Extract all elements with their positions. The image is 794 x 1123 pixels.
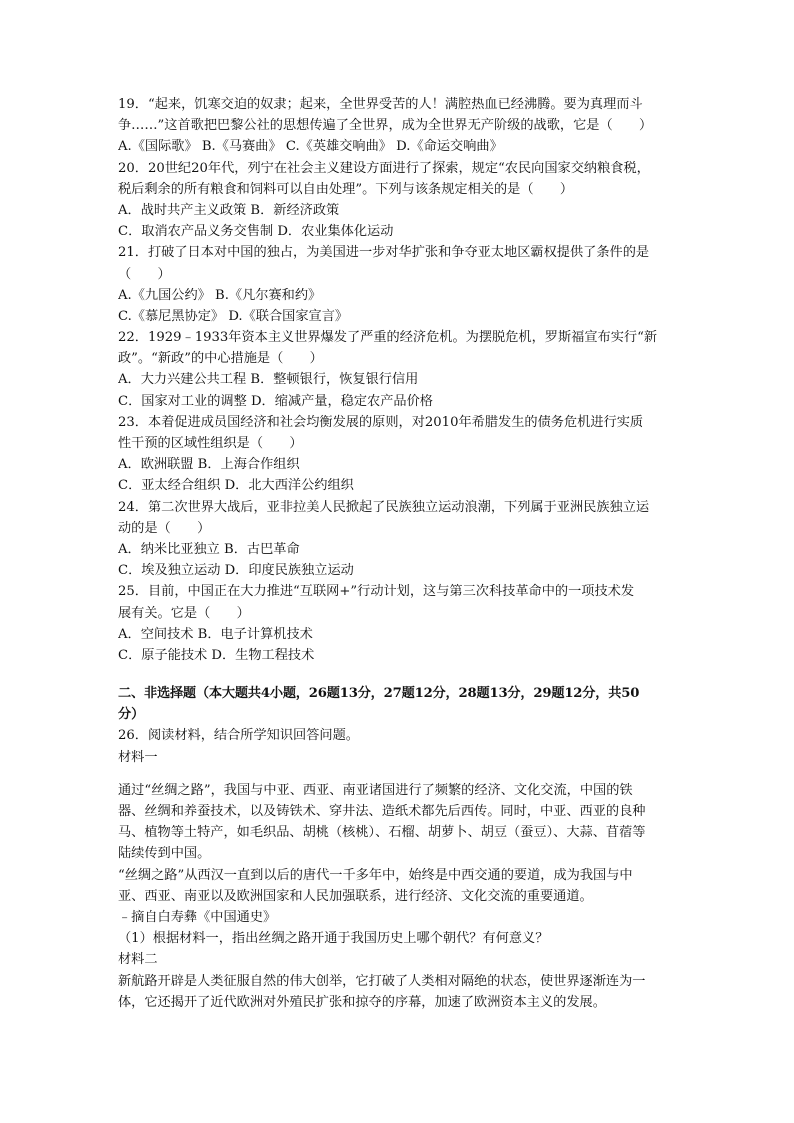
question-19 (118, 94, 684, 158)
question-23-options-ab: A．欧洲联盟 B．上海合作组织 (118, 457, 300, 473)
question-24-line-1: 24．第二次世界大战后，亚非拉美人民掀起了民族独立运动浪潮，下列属于亚洲民族独立运 (118, 499, 650, 515)
material-spacer (118, 768, 684, 780)
question-22-options-cd: C．国家对工业的调整 D．缩减产量，稳定农产品价格 (118, 393, 433, 409)
question-25 (118, 581, 684, 666)
material-2-label: 材料二 (118, 952, 158, 968)
question-24-line-2: 动的是（ ） (118, 520, 211, 536)
material-1-label: 材料一 (118, 749, 158, 765)
section-2-heading-line-1: 二、非选择题（本大题共4小题，26题13分，27题12分，28题13分，29题12分，共50 (118, 686, 640, 702)
section-2-heading-line-2: 分） (118, 707, 145, 723)
question-19-line-1: 19．“起来，饥寒交迫的奴隶；起来，全世界受苦的人！满腔热血已经沸腾。要为真理而斗 (118, 97, 643, 112)
material-1-paragraph-2-line-2: 亚、西亚、南亚以及欧洲国家和人民加强联系，进行经济、文化交流的重要通道。 (118, 888, 593, 904)
question-24-options-cd: C．埃及独立运动 D．印度民族独立运动 (118, 563, 354, 579)
material-2-line-1: 新航路开辟是人类征服自然的伟大创举，它打破了人类相对隔绝的状态，使世界逐渐连为一 (118, 973, 646, 989)
question-25-line-2: 展有关。它是（ ） (118, 605, 250, 621)
question-23-line-1: 23．本着促进成员国经济和社会均衡发展的原则，对2010年希腊发生的债务危机进行实质 (118, 414, 644, 430)
question-20-options-ab: A．战时共产主义政策 B．新经济政策 (118, 202, 340, 218)
question-25-options-ab: A．空间技术 B．电子计算机技术 (118, 626, 313, 642)
question-20-options-cd: C．取消农产品义务交售制 D．农业集体化运动 (118, 224, 394, 240)
question-19-options: A.《国际歌》 B.《马赛曲》 C.《英雄交响曲》 D.《命运交响曲》 (118, 139, 503, 155)
question-20 (118, 158, 684, 243)
question-22 (118, 327, 684, 412)
question-23-line-2: 性干预的区域性组织是（ ） (118, 436, 303, 451)
section-2 (118, 683, 684, 1013)
question-26-intro: 26．阅读材料，结合所学知识回答问题。 (118, 728, 359, 744)
question-23-options-cd: C．亚太经合组织 D．北大西洋公约组织 (118, 478, 354, 494)
question-25-line-1: 25．目前，中国正在大力推进“互联网+”行动计划，这与第三次科技革命中的一项技术发 (118, 584, 635, 600)
question-21-line-2: （ ） (118, 266, 171, 282)
question-21-options-cd: C.《慕尼黑协定》 D.《联合国家宣言》 (118, 308, 349, 324)
material-1-paragraph-1-line-2: 器、丝绸和养蚕技术，以及铸铁术、穿井法、造纸术都先后西传。同时，中亚、西亚的良种 (118, 804, 646, 819)
question-22-line-2: 政”。“新政”的中心措施是（ ） (118, 351, 323, 367)
question-20-line-2: 税后剩余的所有粮食和饲料可以自由处理”。下列与该条规定相关的是（ ） (118, 181, 574, 197)
question-24 (118, 497, 684, 582)
material-1-paragraph-1-line-4: 陆续传到中国。 (118, 846, 211, 862)
question-19-line-2: 争……”这首歌把巴黎公社的思想传遍了全世界，成为全世界无产阶级的战歌，它是（ ） (118, 118, 653, 134)
question-25-options-cd: C．原子能技术 D．生物工程技术 (118, 647, 315, 663)
section-spacer (118, 666, 684, 683)
question-21-options-ab: A.《九国公约》 B.《凡尔赛和约》 (118, 287, 322, 303)
question-22-line-1: 22．1929﹣1933年资本主义世界爆发了严重的经济危机。为摆脱危机，罗斯福宣布实行“新 (118, 330, 658, 346)
material-1-source: ﹣摘自白寿彝《中国通史》 (118, 909, 277, 925)
exam-page (118, 94, 684, 1013)
question-21-line-1: 21．打破了日本对中国的独占，为美国进一步对华扩张和争夺亚太地区霸权提供了条件的是 (118, 245, 650, 261)
material-2-line-2: 体，它还揭开了近代欧洲对外殖民扩张和掠夺的序幕，加速了欧洲资本主义的发展。 (118, 994, 606, 1010)
material-1-paragraph-2-line-1: “丝绸之路”从西汉一直到以后的唐代一千多年中，始终是中西交通的要道，成为我国与中 (118, 867, 633, 883)
question-22-options-ab: A．大力兴建公共工程 B．整顿银行，恢复银行信用 (118, 372, 419, 388)
material-1-paragraph-1-line-3: 马、植物等土特产，如毛织品、胡桃（核桃）、石榴、胡萝卜、胡豆（蚕豆）、大蒜、苜蓿等 (118, 825, 646, 841)
sub-question-1: （1）根据材料一，指出丝绸之路开通于我国历史上哪个朝代？有何意义？ (118, 931, 549, 947)
question-24-options-ab: A．纳米比亚独立 B．古巴革命 (118, 541, 300, 557)
question-20-line-1: 20．20世纪20年代，列宁在社会主义建设方面进行了探索，规定“农民向国家交纳粮食税， (118, 160, 650, 176)
question-21 (118, 242, 684, 327)
question-23 (118, 412, 684, 497)
material-1-paragraph-1-line-1: 通过“丝绸之路”，我国与中亚、西亚、南亚诸国进行了频繁的经济、文化交流，中国的铁 (118, 782, 633, 798)
